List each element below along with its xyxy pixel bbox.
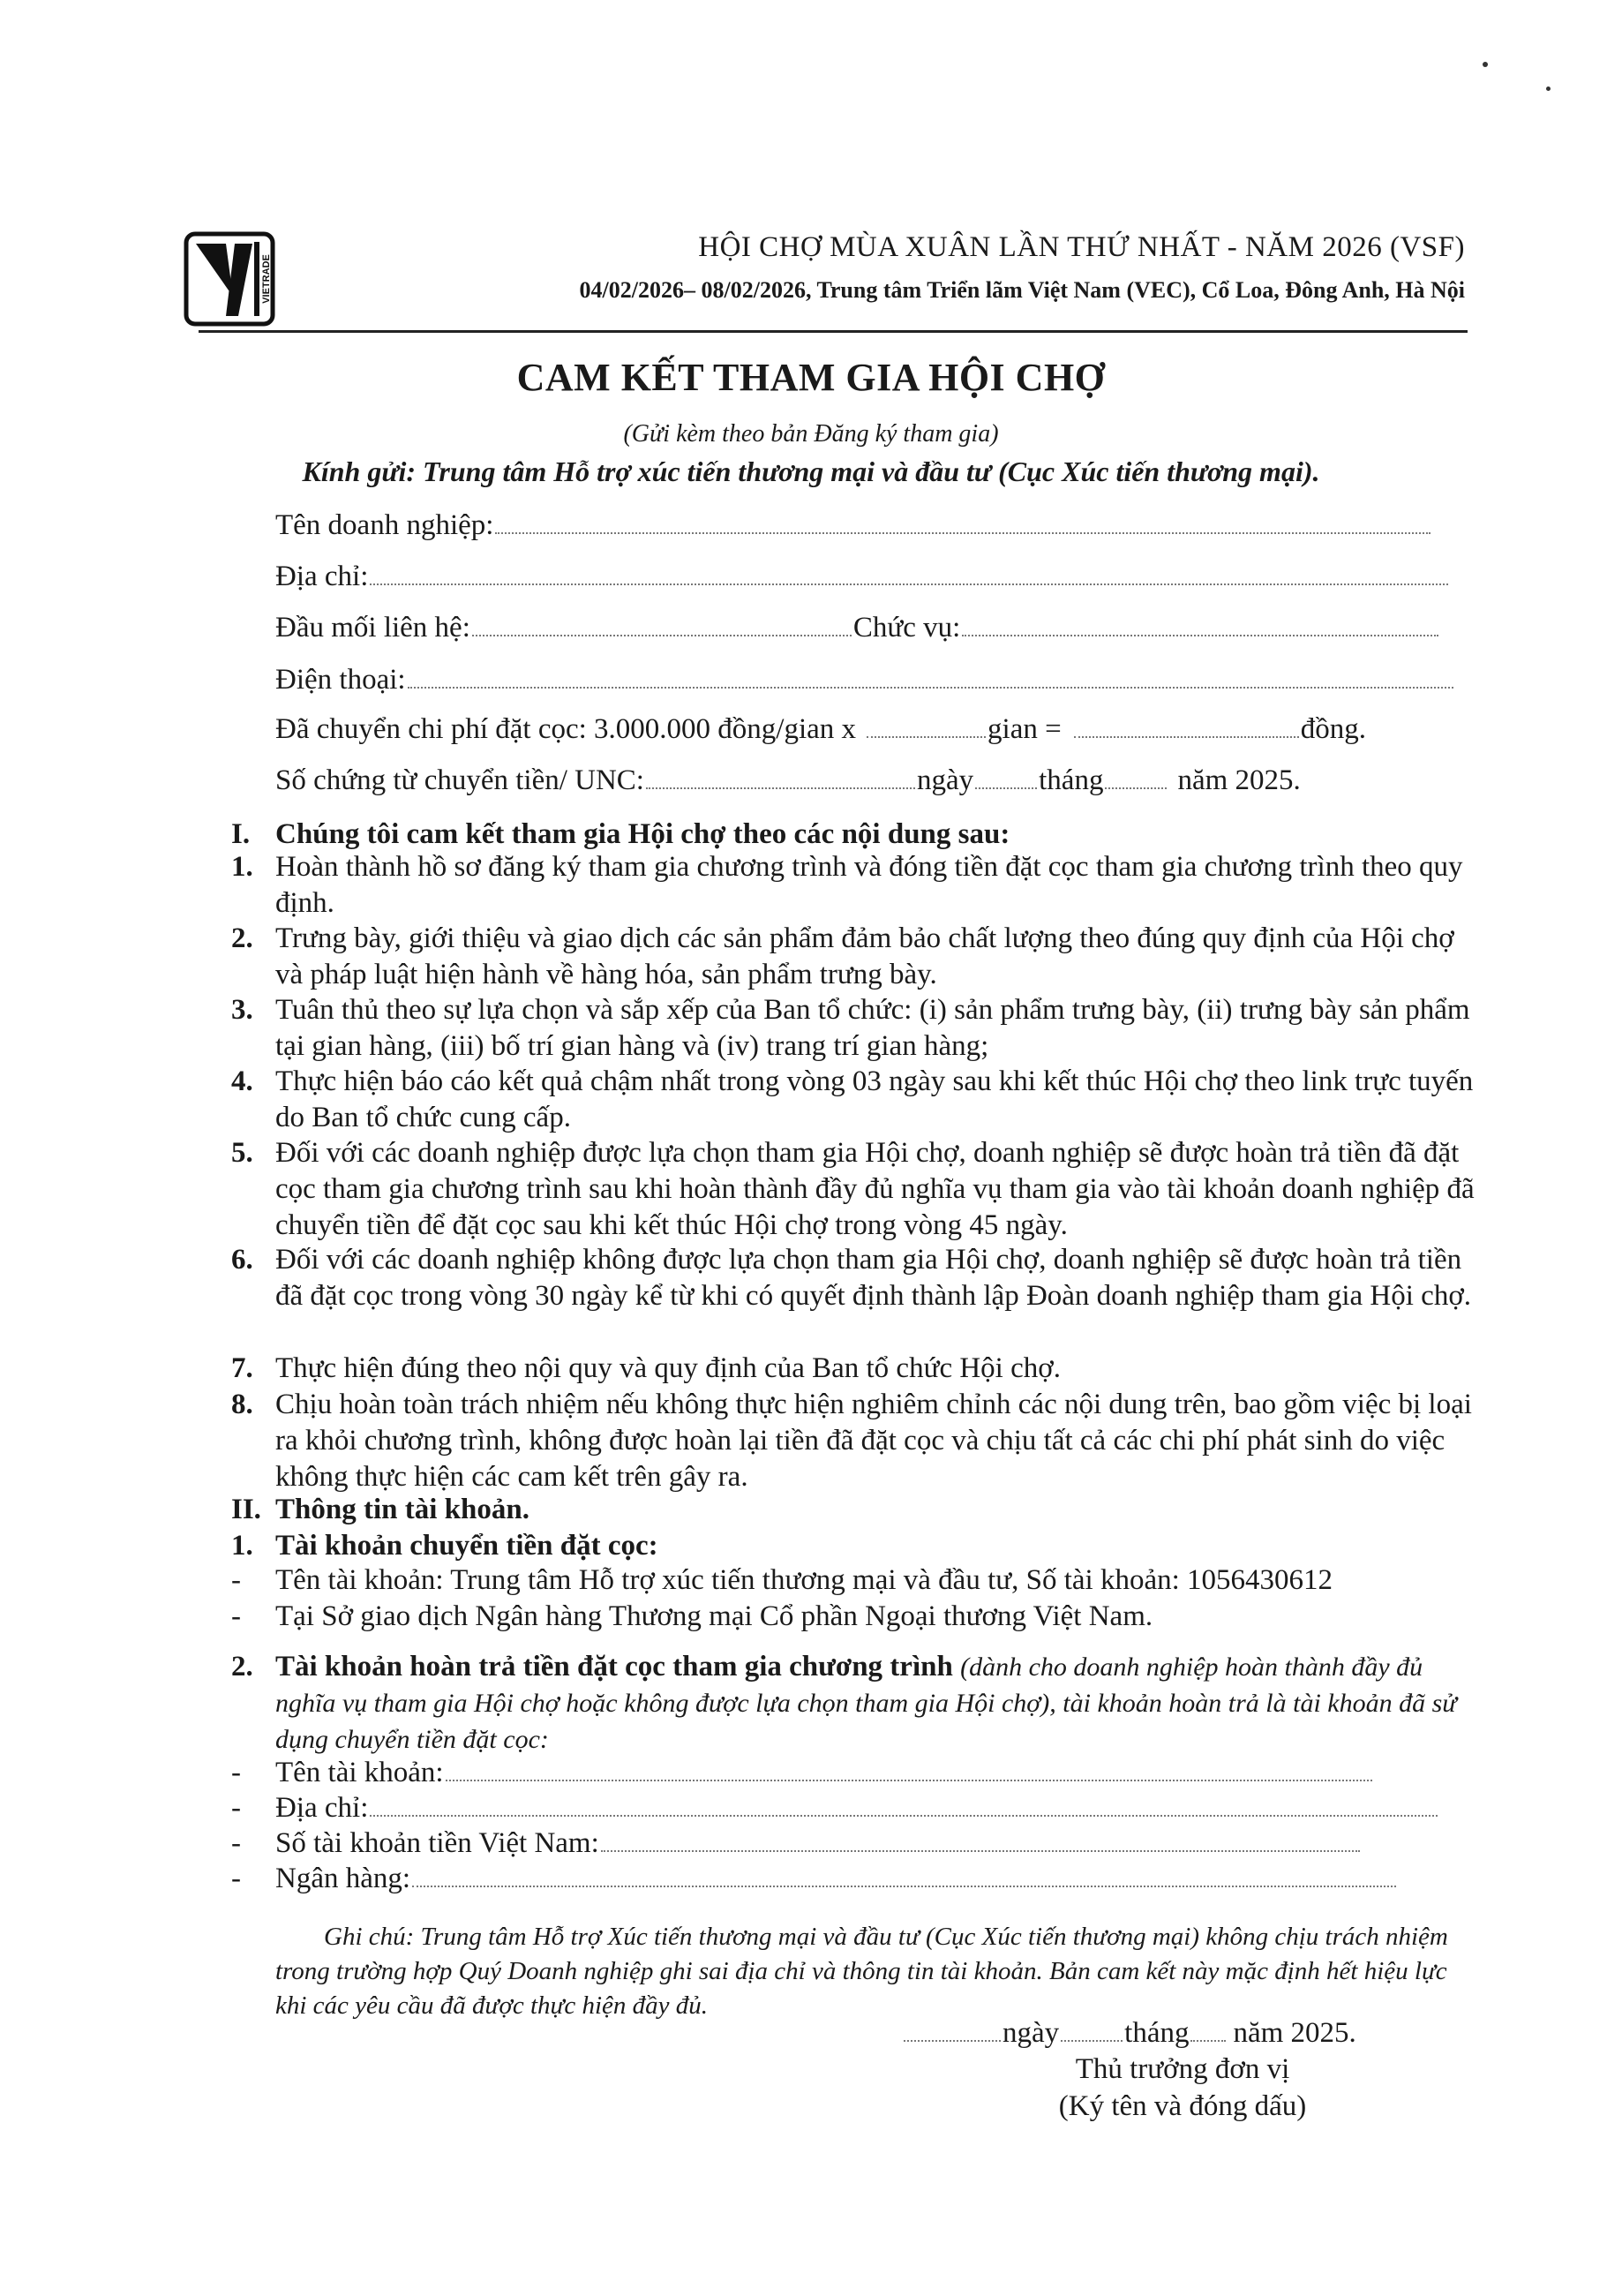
deposit-account-number: 1. [231,1530,253,1562]
commitment-item [231,1064,1476,1136]
commitment-number: 8. [231,1389,253,1420]
deposit-field[interactable] [275,713,1366,746]
signature-month-blank[interactable] [1190,2039,1226,2042]
commitment-text: Đối với các doanh nghiệp không được lựa chọn tham gia Hội chợ, doanh nghiệp sẽ được hoàn trả tiền đã đặt cọc trong vòng 30 ngày kể từ khi có quyết định thành lập Đoàn doanh nghiệp tham gia Hội chợ. [275,1244,1472,1312]
section-1-heading [231,818,1010,851]
document-title: CAM KẾT THAM GIA HỘI CHỢ [516,356,1106,399]
voucher-day-label: ngày [916,764,974,796]
fair-title: HỘI CHỢ MÙA XUÂN LẦN THỨ NHẤT - NĂM 2026 (VSF) [698,231,1465,263]
section-2-number: II. [231,1494,261,1525]
phone-label: Điện thoại: [275,664,406,696]
disclaimer-note: Ghi chú: Trung tâm Hỗ trợ Xúc tiến thương mại và đầu tư (Cục Xúc tiến thương mại) không chịu trách nhiệm trong trường hợp Quý Doanh nghiệp ghi sai địa chỉ và thông tin tài khoản. Bản cam kết này mặc định hết hiệu lực khi các yêu cầu đã được thực hiện đầy đủ. [275,1923,1448,2020]
company-name-label: Tên doanh nghiệp: [275,509,494,541]
refund-account-name-field[interactable]: - Tên tài khoản: [275,1757,1374,1789]
deposit-account-bullet: - Tên tài khoản: Trung tâm Hỗ trợ xúc tiến thương mại và đầu tư, Số tài khoản: 1056430612 [231,1564,1333,1596]
commitment-text: Thực hiện báo cáo kết quả chậm nhất trong vòng 03 ngày sau khi kết thúc Hội chợ theo link trực tuyến do Ban tổ chức cung cấp. [275,1065,1474,1133]
refund-account-number-field[interactable]: - Số tài khoản tiền Việt Nam: [275,1827,1362,1860]
contact-blank[interactable] [472,634,852,636]
commitment-item [231,1351,1476,1387]
commitment-text: Tuân thủ theo sự lựa chọn và sắp xếp của Ban tổ chức: (i) sản phẩm trưng bày, (ii) trưng bày sản phẩm tại gian hàng, (iii) bố trí gian hàng và (iv) trang trí gian hàng; [275,994,1470,1062]
refund-account-title: Tài khoản hoàn trả tiền đặt cọc tham gia chương trình [275,1651,953,1682]
refund-bank-field[interactable]: - Ngân hàng: [275,1863,1398,1895]
company-name-field[interactable] [275,509,1432,542]
address-label: Địa chỉ: [275,561,369,592]
refund-address-label: Địa chỉ: [275,1792,369,1824]
document-subtitle: (Gửi kèm theo bản Đăng ký tham gia) [623,420,999,448]
commitment-number: 5. [231,1137,253,1169]
refund-account-number-label: Số tài khoản tiền Việt Nam: [275,1827,599,1859]
deposit-account-name: Tên tài khoản: Trung tâm Hỗ trợ xúc tiến thương mại và đầu tư, Số tài khoản: 1056430612 [275,1564,1333,1596]
voucher-blank[interactable] [646,787,915,789]
fair-date-venue: 04/02/2026– 08/02/2026, Trung tâm Triển lãm Việt Nam (VEC), Cổ Loa, Đông Anh, Hà Nội [579,277,1465,303]
logo-wordmark: VIETRADE [260,254,272,304]
deposit-unit-label: đồng. [1300,713,1366,745]
voucher-day-blank[interactable] [975,787,1037,789]
refund-account-name-blank[interactable] [446,1779,1372,1781]
refund-account-section [231,1649,1476,1758]
deposit-booths-label: gian = [987,713,1062,745]
signature-day-label: ngày [1002,2017,1060,2049]
address-field[interactable] [275,561,1450,593]
section-1-title: Chúng tôi cam kết tham gia Hội chợ theo các nội dung sau: [275,818,1010,850]
commitment-number: 3. [231,994,253,1026]
commitment-number: 6. [231,1244,253,1276]
commitment-text: Thực hiện đúng theo nội quy và quy định của Ban tổ chức Hội chợ. [275,1352,1061,1384]
addressee-line: Kính gửi: Trung tâm Hỗ trợ xúc tiến thương mại và đầu tư (Cục Xúc tiến thương mại). [302,455,1320,487]
refund-account-number: 2. [231,1651,253,1682]
deposit-account-heading [231,1530,658,1562]
position-label: Chức vụ: [852,612,961,644]
commitment-text: Đối với các doanh nghiệp được lựa chọn tham gia Hội chợ, doanh nghiệp sẽ được hoàn trả tiền đã đặt cọc tham gia chương trình sau khi hoàn thành đầy đủ nghĩa vụ tham gia vào tài khoản doanh nghiệp đã chuyển tiền để đặt cọc sau khi kết thúc Hội chợ trong vòng 45 ngày. [275,1137,1475,1241]
section-1-number: I. [231,818,251,850]
voucher-year-label: năm 2025. [1177,764,1301,796]
section-2-title: Thông tin tài khoản. [275,1494,529,1525]
deposit-booths-blank[interactable] [867,735,986,738]
phone-field[interactable] [275,664,1455,696]
commitment-number: 4. [231,1065,253,1097]
commitment-text: Hoàn thành hồ sơ đăng ký tham gia chương trình và đóng tiền đặt cọc tham gia chương trình theo quy định. [275,851,1463,919]
commitment-item [231,921,1476,993]
commitment-item [231,1387,1476,1495]
commitment-item [231,1242,1476,1314]
commitment-number: 2. [231,922,253,954]
phone-blank[interactable] [408,686,1453,689]
refund-account-name-label: Tên tài khoản: [275,1757,444,1788]
section-2-heading [231,1494,529,1526]
voucher-month-blank[interactable] [1105,787,1167,789]
contact-label: Đầu mối liên hệ: [275,612,470,644]
commitment-text: Chịu hoàn toàn trách nhiệm nếu không thực hiện nghiêm chỉnh các nội dung trên, bao gồm việc bị loại ra khỏi chương trình, không được hoàn lại tiền đã đặt cọc và chịu tất cả các chi phí phát sinh do việc không thực hiện các cam kết trên gây ra. [275,1389,1472,1493]
deposit-account-bullet: - Tại Sở giao dịch Ngân hàng Thương mại Cổ phần Ngoại thương Việt Nam. [231,1600,1153,1632]
deposit-label: Đã chuyển chi phí đặt cọc: 3.000.000 đồng/gian x [275,713,857,745]
commitment-item [231,849,1476,922]
contact-field[interactable] [275,612,1440,644]
header-divider [199,330,1468,333]
commitment-item [231,1135,1476,1244]
refund-account-number-blank[interactable] [601,1849,1360,1852]
position-blank[interactable] [962,634,1438,636]
voucher-month-label: tháng [1039,764,1104,796]
commitment-item [231,992,1476,1065]
refund-bank-blank[interactable] [412,1885,1396,1887]
company-name-blank[interactable] [495,531,1431,534]
vietrade-logo [184,231,275,327]
document-header [184,231,1465,330]
deposit-account-title: Tài khoản chuyển tiền đặt cọc: [275,1530,658,1562]
voucher-label: Số chứng từ chuyển tiền/ UNC: [275,764,644,796]
signature-day-blank[interactable] [1061,2039,1123,2042]
commitment-text: Trưng bày, giới thiệu và giao dịch các sản phẩm đảm bảo chất lượng theo đúng quy định của Hội chợ và pháp luật hiện hành về hàng hóa, sản phẩm trưng bày. [275,922,1454,990]
scan-speck [1483,62,1488,67]
deposit-amount-blank[interactable] [1074,735,1299,738]
commitment-number: 7. [231,1352,253,1384]
signature-date[interactable] [902,2017,1356,2050]
signature-role: Thủ trưởng đơn vị [1075,2053,1290,2085]
signature-place-blank[interactable] [904,2039,1001,2042]
refund-address-blank[interactable] [370,1814,1438,1817]
signature-month-label: tháng [1124,2017,1190,2049]
scan-speck [1546,87,1551,91]
signature-year-label: năm 2025. [1233,2017,1356,2049]
refund-account-description: (dành cho doanh nghiệp hoàn thành đầy đủ nghĩa vụ tham gia Hội chợ hoặc không được lựa chọn tham gia Hội chợ), tài khoản hoàn trả là tài khoản đã sử dụng chuyển tiền đặt cọc: [275,1652,1457,1754]
signature-instruction: (Ký tên và đóng dấu) [1058,2090,1307,2122]
refund-bank-label: Ngân hàng: [275,1863,411,1894]
refund-address-field[interactable]: - Địa chỉ: [275,1792,1439,1825]
address-blank[interactable] [370,583,1448,585]
deposit-account-bank: Tại Sở giao dịch Ngân hàng Thương mại Cổ phần Ngoại thương Việt Nam. [275,1600,1153,1632]
commitment-number: 1. [231,851,253,883]
voucher-field[interactable] [275,764,1301,797]
